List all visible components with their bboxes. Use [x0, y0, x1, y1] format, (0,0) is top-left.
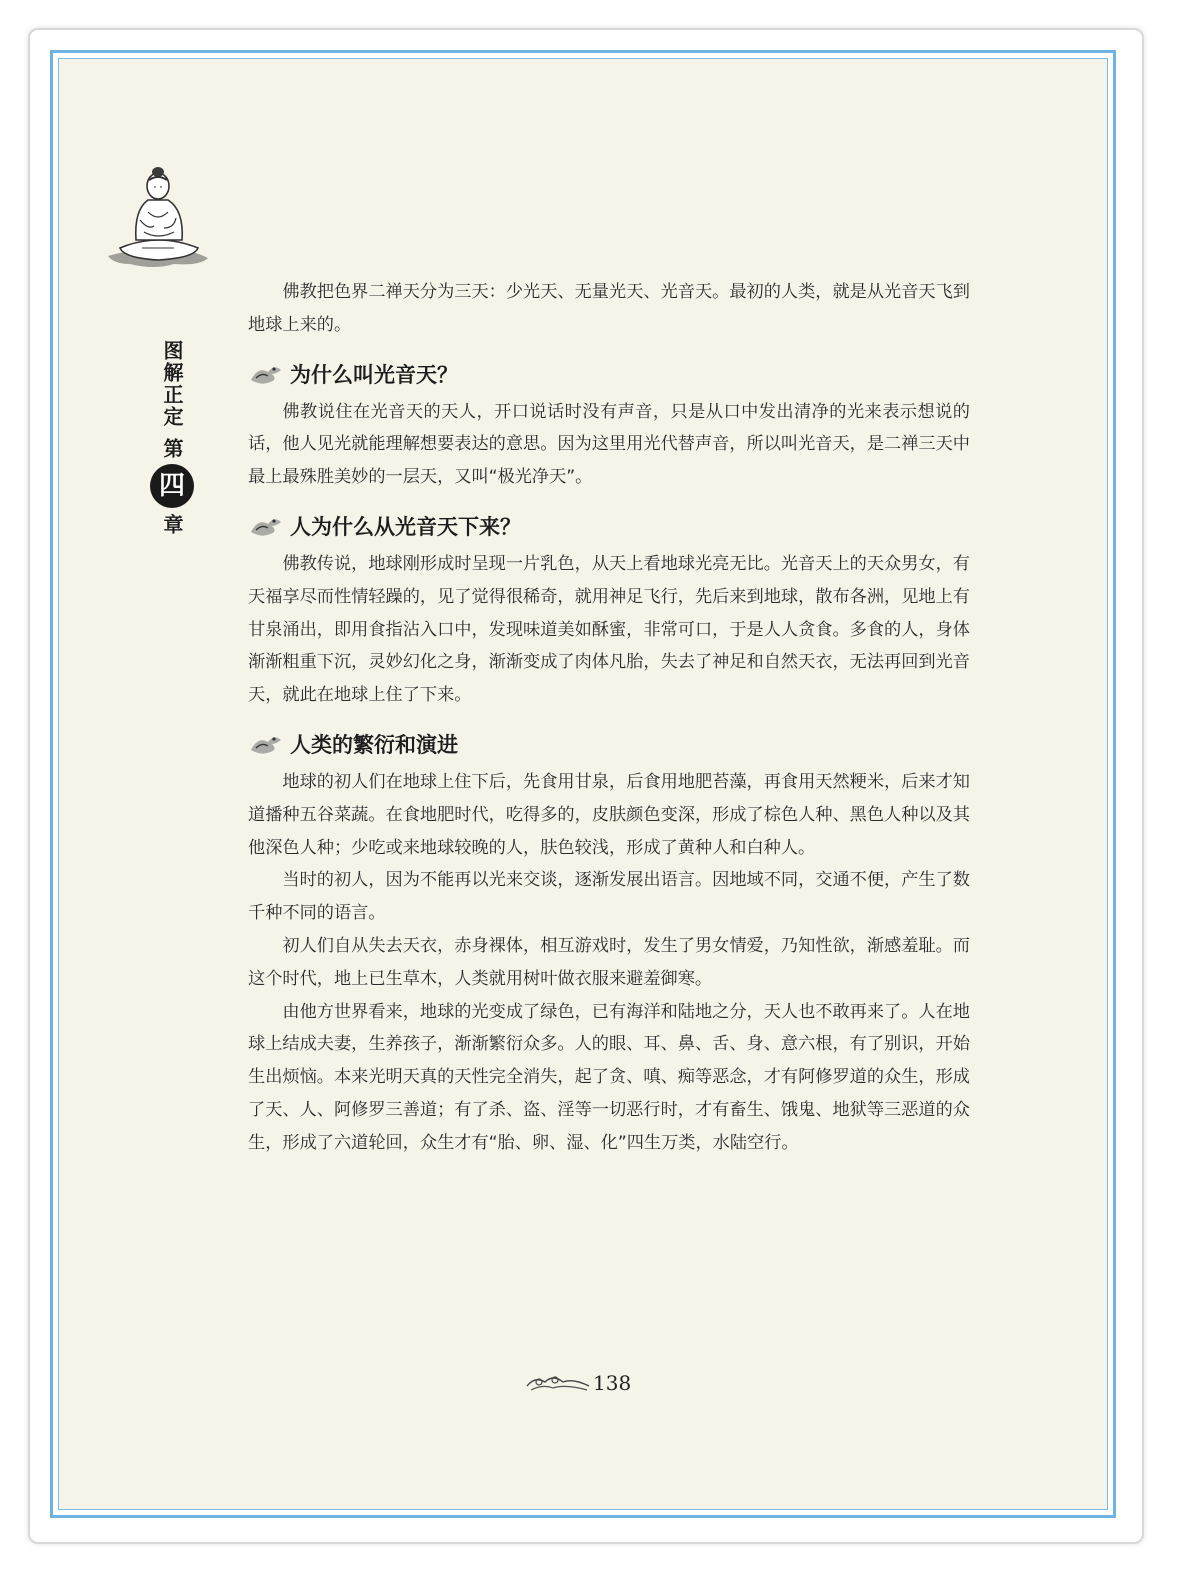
section-heading: [248, 506, 970, 546]
section-paragraph: 初人们自从失去天衣，赤身裸体，相互游戏时，发生了男女情爱，乃知性欲，渐感羞耻。而这个时代，地上已生草木，人类就用树叶做衣服来避羞御寒。: [248, 935, 970, 989]
section-paragraph: 佛教说住在光音天的天人，开口说话时没有声音，只是从口中发出清净的光来表示想说的话，他人见光就能理解想要表达的意思。因为这里用光代替声音，所以叫光音天，是二禅三天中最上最殊胜美妙的一层天，又叫“极光净天”。: [248, 401, 970, 488]
main-content: [248, 276, 970, 1160]
page-number: 138: [593, 1371, 632, 1395]
section-heading-text: 人类的繁衍和演进: [290, 731, 458, 757]
section-heading: [248, 354, 970, 394]
buddha-illustration-icon: [104, 160, 212, 272]
section-paragraph: 由他方世界看来，地球的光变成了绿色，已有海洋和陆地之分，天人也不敢再来了。人在地球上结成夫妻，生养孩子，渐渐繁衍众多。人的眼、耳、鼻、舌、身、意六根，有了别识，开始生出烦恼。本来光明天真的天性完全消失，起了贪、嗔、痴等恶念，才有阿修罗道的众生，形成了天、人、阿修罗三善道；有了杀、盗、淫等一切恶行时，才有畜生、饿鬼、地狱等三恶道的众生，形成了六道轮回，众生才有“胎、卵、湿、化”四生万类，水陆空行。: [248, 1001, 970, 1153]
lotus-cloud-icon: [248, 512, 284, 540]
chapter-number-badge: 四: [150, 464, 194, 508]
cloud-scroll-ornament-icon: [525, 1370, 591, 1396]
side-chapter-title: [148, 340, 196, 536]
chapter-prefix: 第: [160, 438, 184, 458]
section-paragraph: 佛教传说，地球刚形成时呈现一片乳色，从天上看地球光亮无比。光音天上的天众男女，有天福享尽而性情轻躁的，见了觉得很稀奇，就用神足飞行，先后来到地球，散布各洲，见地上有甘泉涌出，即用食指沾入口中，发现味道美如酥蜜，非常可口，于是人人贪食。多食的人，身体渐渐粗重下沉，灵妙幻化之身，渐渐变成了肉体凡胎，失去了神足和自然天衣，无法再回到光音天，就此在地球上住了下来。: [248, 553, 970, 706]
book-title-vertical: 图解正定: [160, 340, 184, 428]
section-paragraph: 地球的初人们在地球上住下后，先食用甘泉，后食用地肥苔藻，再食用天然粳米，后来才知道播种五谷菜蔬。在食地肥时代，吃得多的，皮肤颜色变深，形成了棕色人种、黑色人种以及其他深色人种；少吃或来地球较晚的人，肤色较浅，形成了黄种人和白种人。: [248, 771, 970, 858]
page-footer: [525, 1366, 665, 1400]
section-heading: [248, 724, 970, 764]
section-heading-text: 人为什么从光音天下来？: [290, 513, 521, 539]
intro-paragraph: 佛教把色界二禅天分为三天：少光天、无量光天、光音天。最初的人类，就是从光音天飞到地球上来的。: [248, 282, 970, 335]
lotus-cloud-icon: [248, 730, 284, 758]
lotus-cloud-icon: [248, 360, 284, 388]
section-heading-text: 为什么叫光音天？: [290, 361, 458, 387]
chapter-suffix: 章: [160, 514, 184, 536]
section-paragraph: 当时的初人，因为不能再以光来交谈，逐渐发展出语言。因地域不同，交通不便，产生了数千种不同的语言。: [248, 870, 970, 924]
